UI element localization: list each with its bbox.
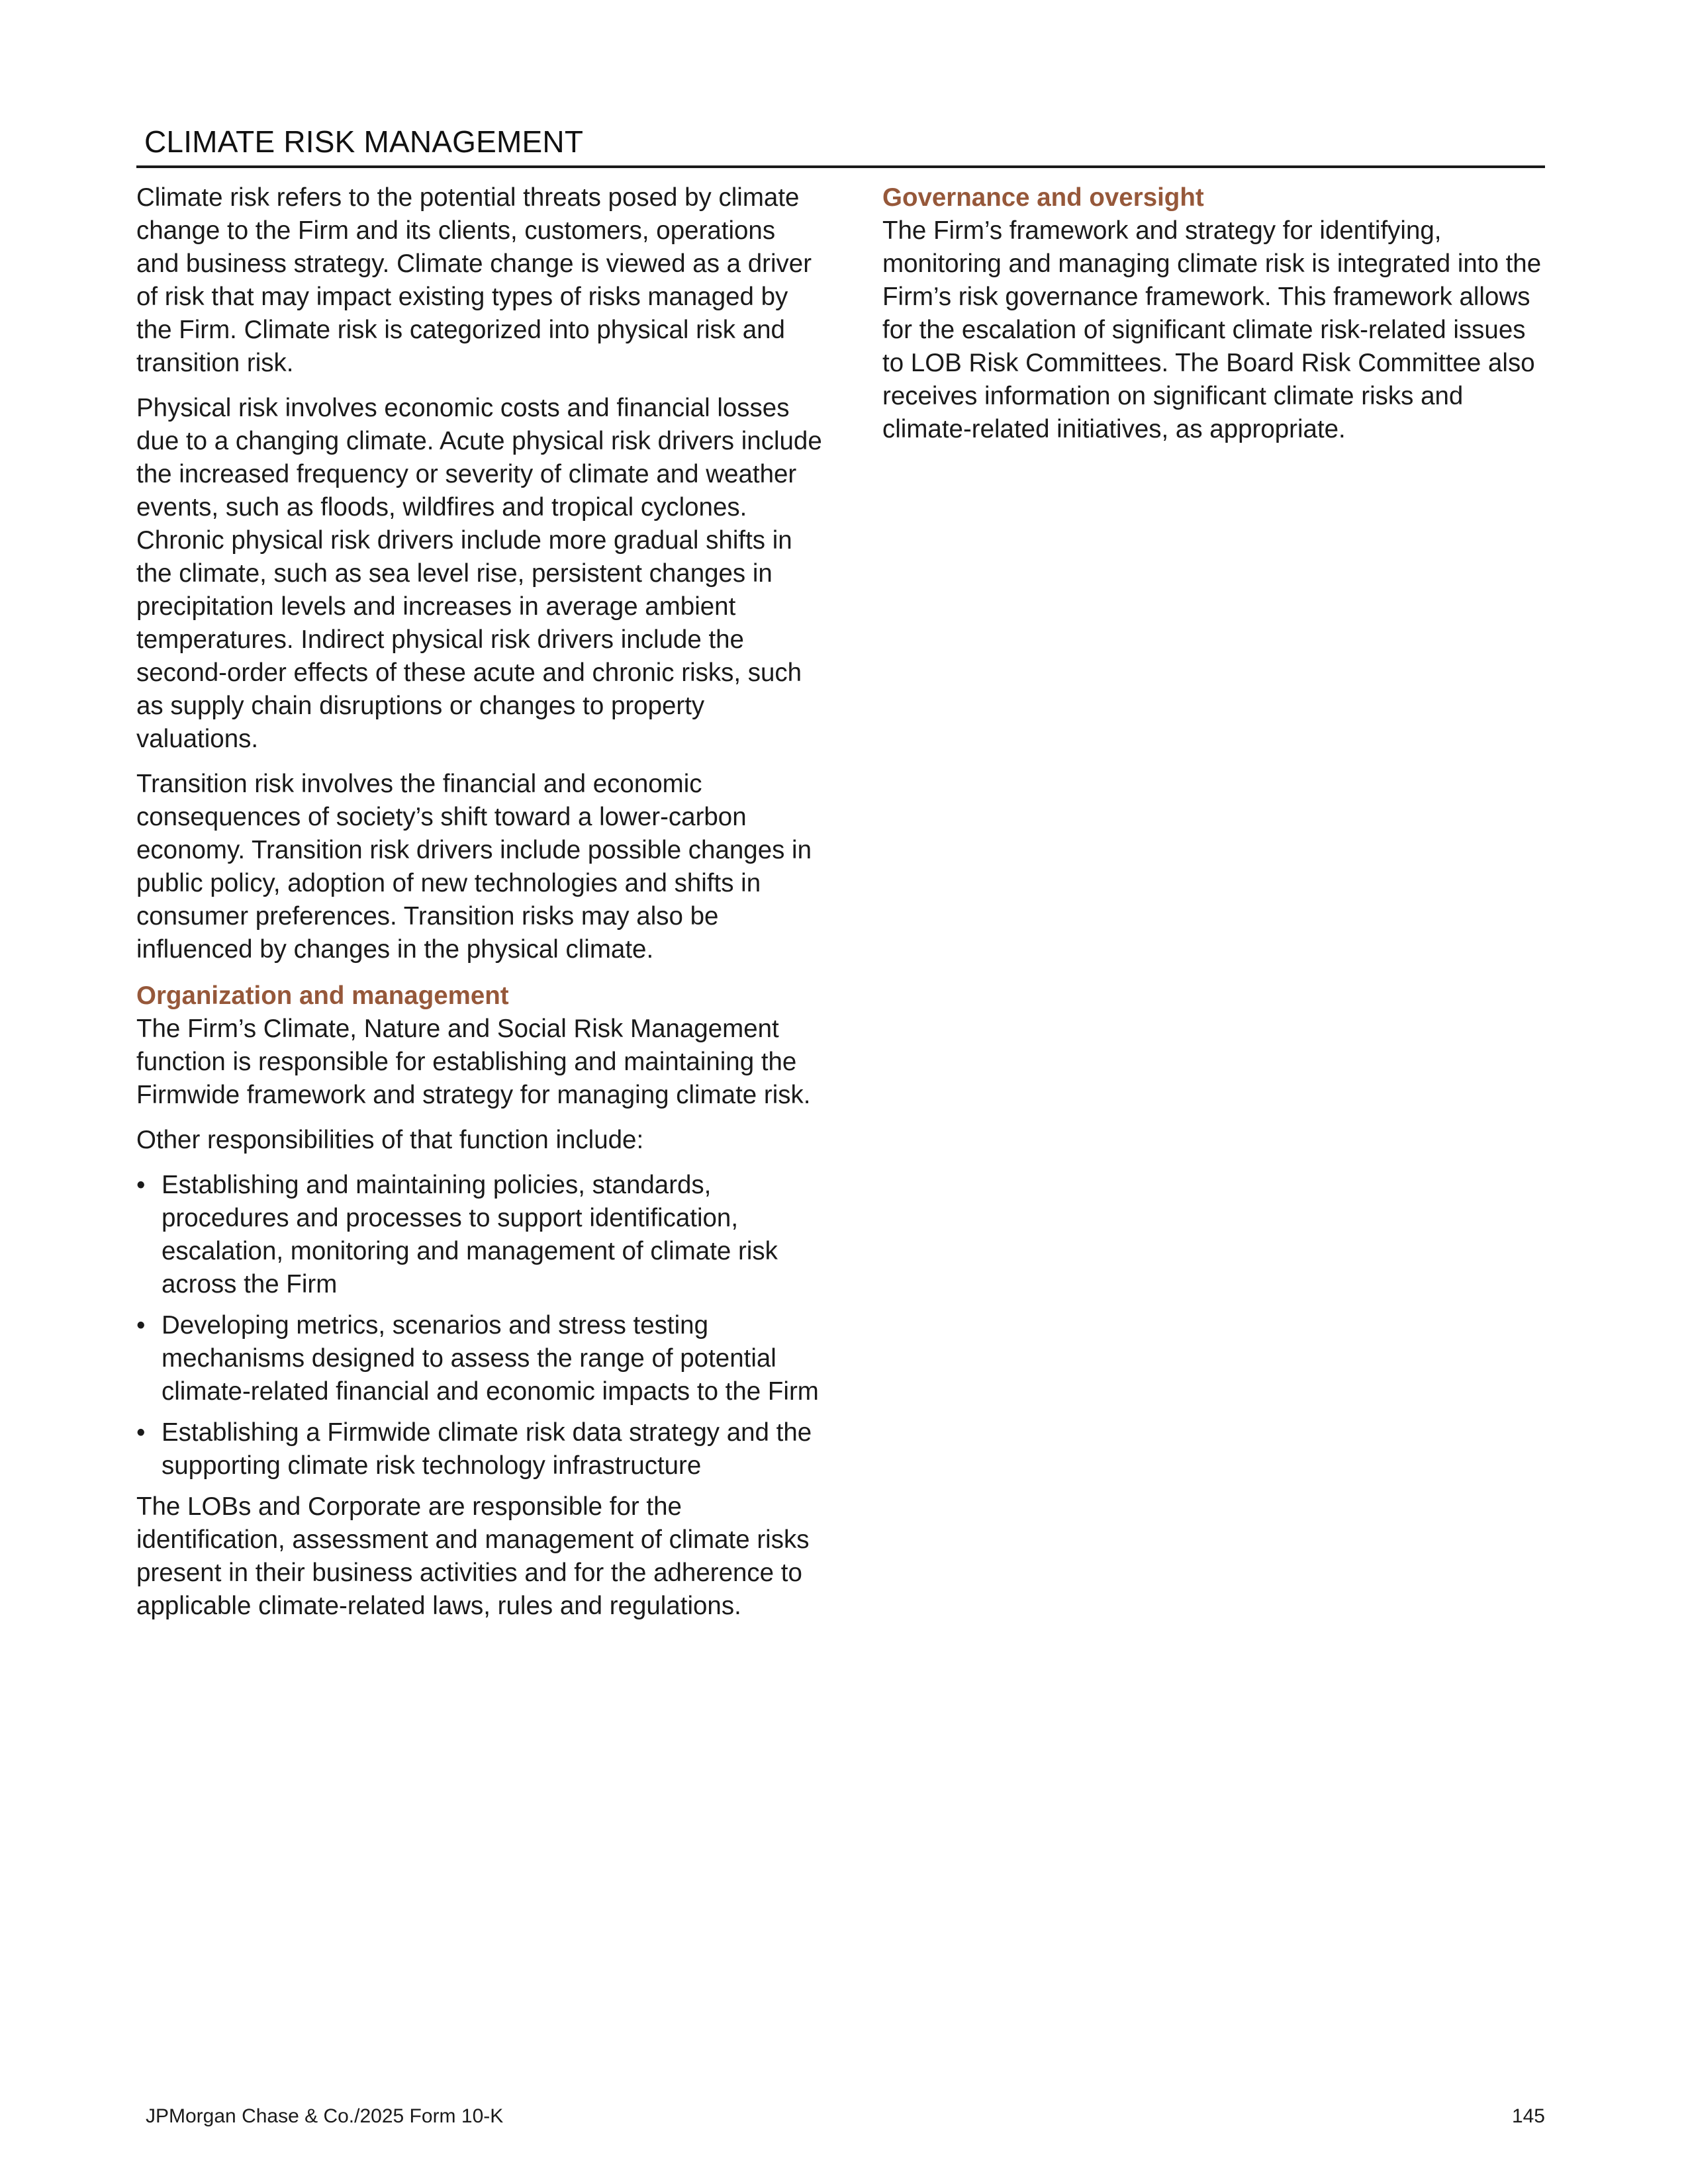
governance-paragraph: The Firm’s framework and strategy for identifying, monitoring and managing climate risk is integrated into the Firm’s risk governance framework. This framework allows for the escalation of significant climate risk-related issues to LOB Risk Committees. The Board Risk Committee also receives information on significant climate risks and climate-related initiatives, as appropriate.: [882, 216, 1542, 443]
lobs-paragraph: The LOBs and Corporate are responsible for the identification, assessment and management of climate risks present in their business activities and for the adherence to applicable climate-related laws, rules and regulations.: [136, 1492, 810, 1620]
list-item-text: Establishing a Firmwide climate risk data strategy and the supporting climate risk technology infrastructure: [162, 1418, 812, 1480]
physical-risk-paragraph: Physical risk involves economic costs and financial losses due to a changing climate. Acute physical risk drivers include the increased frequency or severity of climate and weather events, such as floods, wildfires and tropical cyclones. Chronic physical risk drivers include more gradual shifts in the climate, such as sea level rise, persistent changes in precipitation levels and increases in average ambient temperatures. Indirect physical risk drivers include the second-order effects of these acute and chronic risks, such as supply chain disruptions or changes to property valuations.: [136, 394, 822, 753]
other-responsibilities-paragraph: Other responsibilities of that function include:: [136, 1126, 644, 1154]
bullet-icon: •: [136, 1418, 146, 1447]
page-title: CLIMATE RISK MANAGEMENT: [144, 124, 584, 159]
list-item-text: Establishing and maintaining policies, standards, procedures and processes to support identification, escalation, monitoring and management of climate risk across the Firm: [162, 1171, 778, 1298]
intro-paragraph: Climate risk refers to the potential threats posed by climate change to the Firm and its clients, customers, operations and business strategy. Climate change is viewed as a driver of risk that may impact existing types of risks managed by the Firm. Climate risk is categorized into physical risk and transition risk.: [136, 183, 812, 377]
bullet-icon: •: [136, 1311, 146, 1340]
left-column: [136, 181, 825, 1635]
bullet-icon: •: [136, 1171, 146, 1199]
governance-heading: Governance and oversight: [882, 183, 1204, 212]
list-item-text: Developing metrics, scenarios and stress testing mechanisms designed to assess the range of potential climate-related financial and economic impacts to the Firm: [162, 1311, 819, 1406]
list-item: [136, 1416, 825, 1482]
organization-paragraph: The Firm’s Climate, Nature and Social Risk Management function is responsible for establishing and maintaining the Firmwide framework and strategy for managing climate risk.: [136, 1015, 811, 1109]
right-column: [882, 181, 1544, 458]
list-item: [136, 1169, 825, 1301]
footer-source: JPMorgan Chase & Co./2025 Form 10-K: [146, 2105, 504, 2127]
page-number: 145: [1511, 2105, 1545, 2127]
page-footer: [146, 2103, 1545, 2130]
transition-risk-paragraph: Transition risk involves the financial and economic consequences of society’s shift toward a lower-carbon economy. Transition risk drivers include possible changes in public policy, adoption of new technologies and shifts in consumer preferences. Transition risks may also be influenced by changes in the physical climate.: [136, 770, 812, 964]
organization-heading: Organization and management: [136, 981, 509, 1010]
list-item: [136, 1309, 825, 1408]
responsibilities-list: [136, 1169, 825, 1482]
page-header: [136, 123, 1545, 168]
